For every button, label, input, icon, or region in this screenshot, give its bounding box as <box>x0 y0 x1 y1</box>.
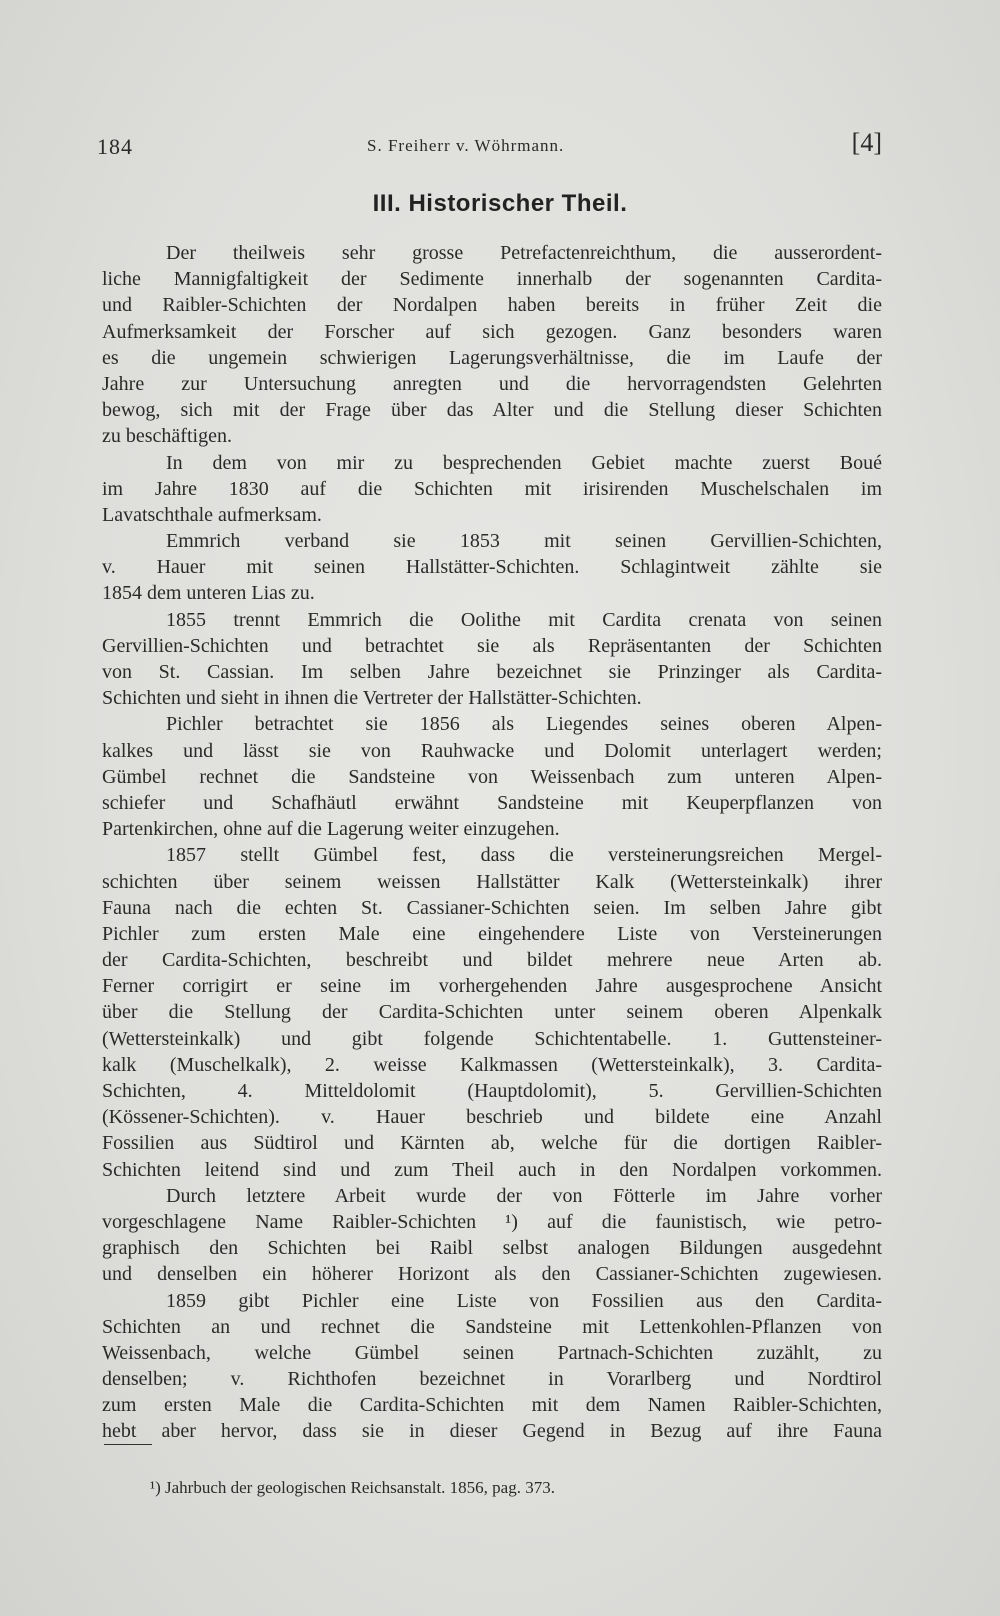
text-line: kalkes und lässt sie von Rauhwacke und Dolomit unterlagert werden; <box>102 739 882 762</box>
text-line: es die ungemein schwierigen Lagerungsverhältnisse, die im Laufe der <box>102 346 882 369</box>
text-line: bewog, sich mit der Frage über das Alter und die Stellung dieser Schichten <box>102 399 882 422</box>
text-line: Schichten an und rechnet die Sandsteine mit Lettenkohlen-Pflanzen von <box>102 1315 882 1338</box>
text-line: Der theilweis sehr grosse Petrefactenreichthum, die ausserordent- <box>166 242 882 264</box>
text-line: v. Hauer mit seinen Hallstätter-Schichten. Schlagintweit zählte sie <box>102 556 882 579</box>
text-line: Aufmerksamkeit der Forscher auf sich gezogen. Ganz besonders waren <box>102 320 882 343</box>
text-line: Schichten, 4. Mitteldolomit (Hauptdolomit), 5. Gervillien-Schichten <box>102 1080 882 1102</box>
text-line: Emmrich verband sie 1853 mit seinen Gervillien-Schichten, <box>166 530 882 553</box>
section-title: III. Historischer Theil. <box>372 190 628 217</box>
bracket-page-number: [4] <box>851 128 882 157</box>
text-line: von St. Cassian. Im selben Jahre bezeichnet sie Prinzinger als Cardita- <box>102 661 882 683</box>
text-line: Schichten leitend sind und zum Theil auch in den Nordalpen vorkommen. <box>102 1158 882 1181</box>
text-line: Partenkirchen, ohne auf die Lagerung weiter einzugehen. <box>102 818 560 841</box>
text-line: vorgeschlagene Name Raibler-Schichten ¹) auf die faunistisch, wie petro- <box>102 1210 882 1233</box>
text-line: Gümbel rechnet die Sandsteine von Weissenbach zum unteren Alpen- <box>102 765 882 788</box>
text-line: Fauna nach die echten St. Cassianer-Schichten seien. Im selben Jahre gibt <box>102 896 882 919</box>
text-line: In dem von mir zu besprechenden Gebiet machte zuerst Boué <box>166 451 882 474</box>
text-line: 1854 dem unteren Lias zu. <box>102 582 315 605</box>
text-line: im Jahre 1830 auf die Schichten mit irisirenden Muschelschalen im <box>102 477 882 500</box>
footnote-rule <box>104 1444 152 1445</box>
text-line: schichten über seinem weissen Hallstätter Kalk (Wettersteinkalk) ihrer <box>102 870 882 893</box>
text-line: Jahre zur Untersuchung anregten und die hervorragendsten Gelehrten <box>102 372 882 395</box>
page-header <box>97 128 882 168</box>
text-line: Weissenbach, welche Gümbel seinen Partnach-Schichten zuzählt, zu <box>102 1341 882 1364</box>
text-line: schiefer und Schafhäutl erwähnt Sandsteine mit Keuperpflanzen von <box>102 791 882 814</box>
body-text <box>102 240 882 1445</box>
text-line: zu beschäftigen. <box>102 425 232 448</box>
running-title: S. Freiherr v. Wöhrmann. <box>367 136 565 155</box>
text-line: der Cardita-Schichten, beschreibt und bildet mehrere neue Arten ab. <box>102 949 882 972</box>
text-line: zum ersten Male die Cardita-Schichten mit dem Namen Raibler-Schichten, <box>102 1394 882 1417</box>
text-line: Ferner corrigirt er seine im vorhergehenden Jahre ausgesprochene Ansicht <box>102 975 882 998</box>
text-line: Fossilien aus Südtirol und Kärnten ab, welche für die dortigen Raibler- <box>102 1132 882 1155</box>
text-line: (Kössener-Schichten). v. Hauer beschrieb und bildete eine Anzahl <box>102 1106 882 1129</box>
text-line: (Wettersteinkalk) und gibt folgende Schichtentabelle. 1. Guttensteiner- <box>102 1027 882 1050</box>
text-line: 1859 gibt Pichler eine Liste von Fossilien aus den Cardita- <box>166 1289 882 1312</box>
text-line: Durch letztere Arbeit wurde der von Fötterle im Jahre vorher <box>166 1184 882 1207</box>
text-line: Schichten und sieht in ihnen die Vertreter der Hallstätter-Schichten. <box>102 687 642 710</box>
text-line: Gervillien-Schichten und betrachtet sie als Repräsentanten der Schichten <box>102 634 882 657</box>
text-line: über die Stellung der Cardita-Schichten unter seinem oberen Alpenkalk <box>102 1001 882 1024</box>
text-line: Pichler zum ersten Male eine eingehendere Liste von Versteinerungen <box>102 922 882 945</box>
text-line: kalk (Muschelkalk), 2. weisse Kalkmassen (Wettersteinkalk), 3. Cardita- <box>102 1053 882 1076</box>
footnote: ¹) Jahrbuch der geologischen Reichsanstalt. 1856, pag. 373. <box>150 1478 555 1497</box>
text-line: und Raibler-Schichten der Nordalpen haben bereits in früher Zeit die <box>102 294 882 317</box>
text-line: graphisch den Schichten bei Raibl selbst analogen Bildungen ausgedehnt <box>102 1237 882 1260</box>
text-line: Pichler betrachtet sie 1856 als Liegendes seines oberen Alpen- <box>166 713 882 736</box>
text-line: 1857 stellt Gümbel fest, dass die versteinerungsreichen Mergel- <box>166 844 882 867</box>
text-line: denselben; v. Richthofen bezeichnet in Vorarlberg und Nordtirol <box>102 1368 882 1391</box>
text-line: und denselben ein höherer Horizont als den Cassianer-Schichten zugewiesen. <box>102 1263 882 1286</box>
text-line: Lavatschthale aufmerksam. <box>102 503 322 526</box>
page-number: 184 <box>97 134 133 159</box>
text-line: liche Mannigfaltigkeit der Sedimente innerhalb der sogenannten Cardita- <box>102 268 882 291</box>
text-line: 1855 trennt Emmrich die Oolithe mit Cardita crenata von seinen <box>166 608 882 631</box>
text-line: hebt aber hervor, dass sie in dieser Gegend in Bezug auf ihre Fauna <box>102 1420 882 1443</box>
